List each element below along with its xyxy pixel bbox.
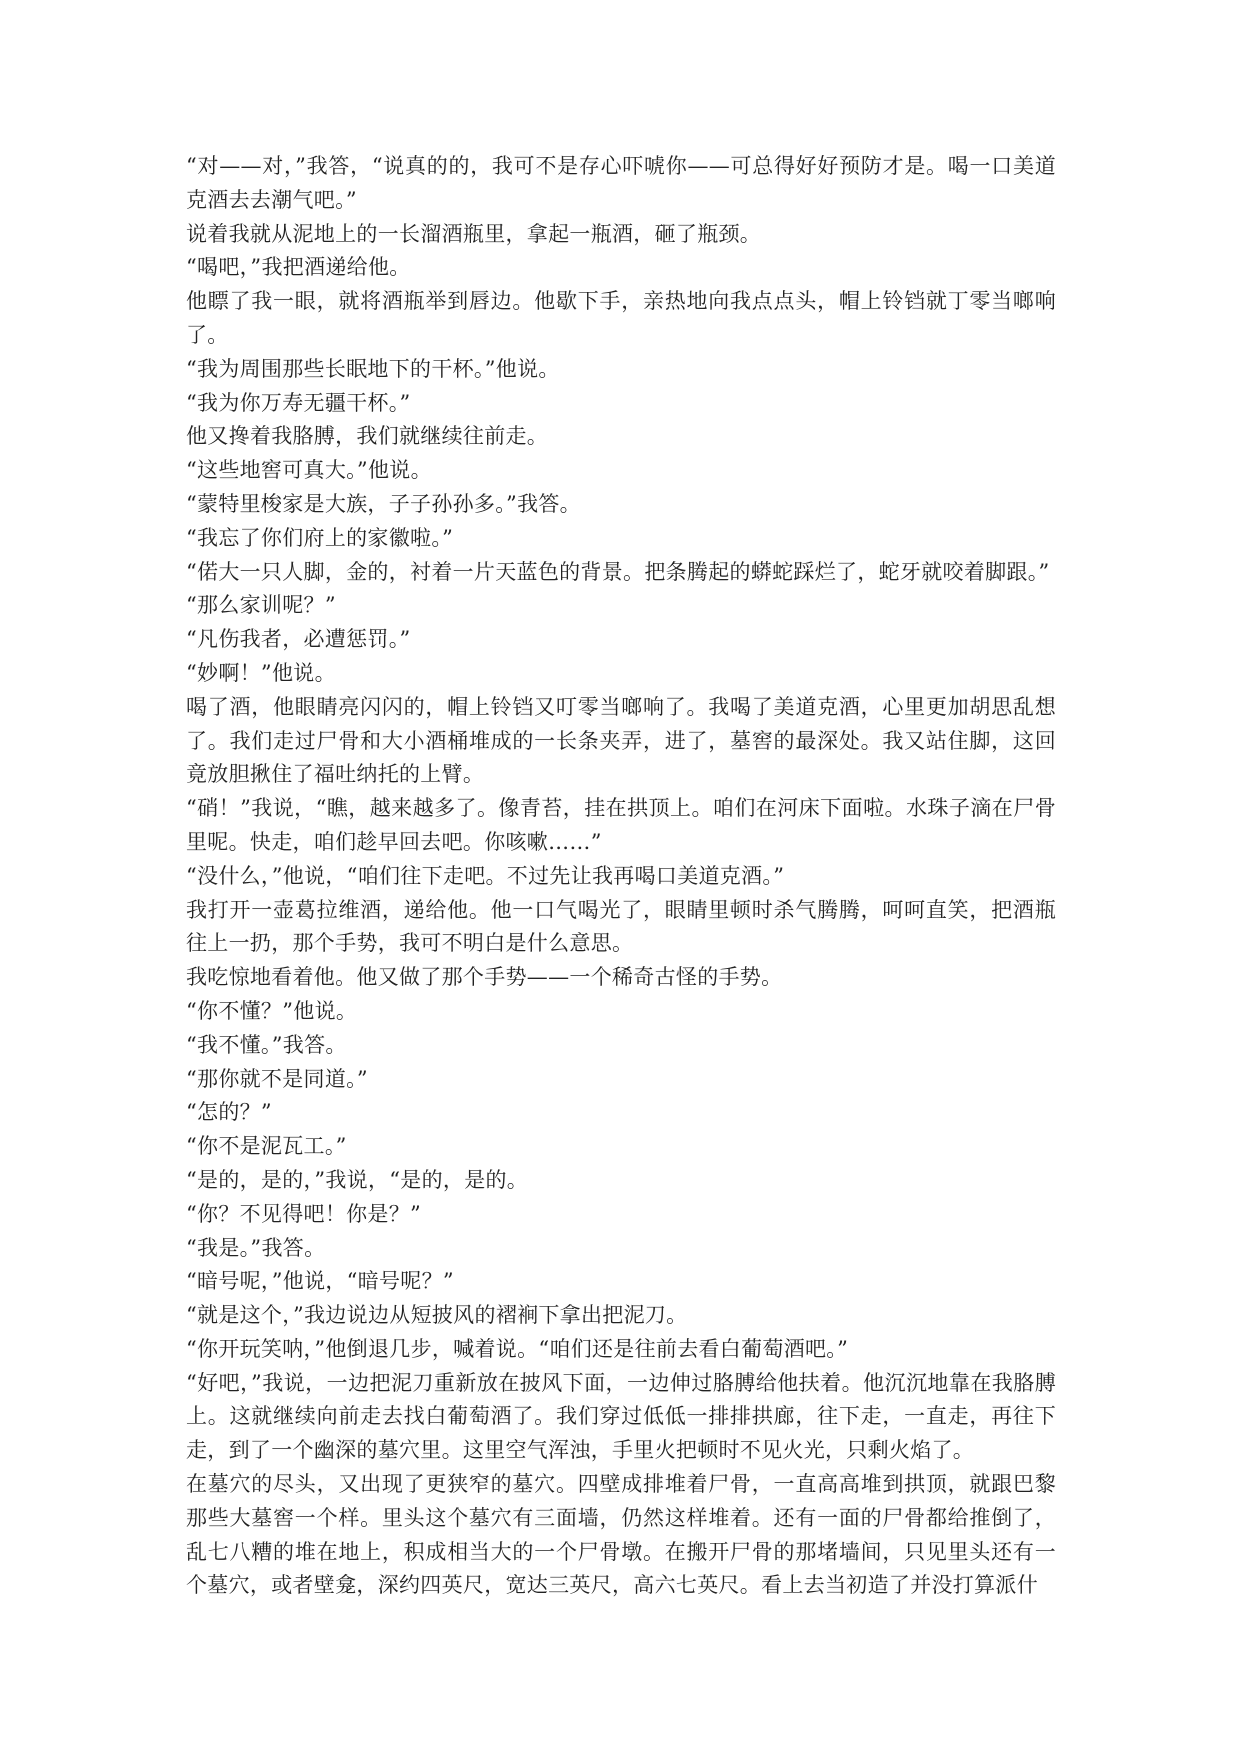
- paragraph: “你开玩笑呐，”他倒退几步，喊着说。“咱们还是往前去看白葡萄酒吧。”: [186, 1336, 849, 1361]
- paragraph: “暗号呢，”他说，“暗号呢？”: [186, 1269, 454, 1294]
- paragraph: “这些地窖可真大。”他说。: [186, 458, 432, 483]
- paragraph: “就是这个，”我边说边从短披风的褶裥下拿出把泥刀。: [186, 1303, 688, 1328]
- paragraph: “我为你万寿无疆干杯。”: [186, 390, 411, 415]
- paragraph: 他又搀着我胳膊，我们就继续往前走。: [186, 424, 549, 449]
- paragraph: 喝了酒，他眼睛亮闪闪的，帽上铃铛又叮零当啷响了。我喝了美道克酒，心里更加胡思乱想了。我们走过尸骨和大小酒桶堆成的一长条夹弄，进了，墓窖的最深处。我又站住脚，这回竟放胆揪住了福吐纳托的上臂。: [186, 694, 1056, 787]
- paragraph: “你？不见得吧！你是？”: [186, 1201, 422, 1226]
- paragraph: “我为周围那些长眠地下的干杯。”他说。: [186, 356, 560, 381]
- paragraph: “我不懂。”我答。: [186, 1032, 347, 1057]
- paragraph: “喝吧，”我把酒递给他。: [186, 255, 411, 280]
- paragraph: 我打开一壶葛拉维酒，递给他。他一口气喝光了，眼睛里顿时杀气腾腾，呵呵直笑，把酒瓶往上一扔，那个手势，我可不明白是什么意思。: [186, 897, 1056, 956]
- paragraph: 在墓穴的尽头，又出现了更狭窄的墓穴。四壁成排堆着尸骨，一直高高堆到拱顶，就跟巴黎那些大墓窖一个样。里头这个墓穴有三面墙，仍然这样堆着。还有一面的尸骨都给推倒了，乱七八糟的堆在地上，积成相当大的一个尸骨墩。在搬开尸骨的那堵墙间，只见里头还有一个墓穴，或者壁龛，深约四英尺，宽达三英尺，高六七英尺。看上去当初造了并没打算派什: [186, 1472, 1056, 1598]
- paragraph: “我是。”我答。: [186, 1235, 326, 1260]
- paragraph: “怎的？”: [186, 1100, 272, 1125]
- paragraph: “你不是泥瓦工。”: [186, 1134, 347, 1159]
- paragraph: “是的，是的，”我说，“是的，是的。: [186, 1167, 529, 1192]
- paragraph: “偌大一只人脚，金的，衬着一片天蓝色的背景。把条腾起的蟒蛇踩烂了，蛇牙就咬着脚跟。”: [186, 559, 1050, 584]
- paragraph: “我忘了你们府上的家徽啦。”: [186, 525, 454, 550]
- paragraph: “蒙特里梭家是大族，子子孙孙多。”我答。: [186, 491, 581, 516]
- paragraph: “那么家训呢？”: [186, 593, 336, 618]
- paragraph: “硝！”我说，“瞧，越来越多了。像青苔，挂在拱顶上。咱们在河床下面啦。水珠子滴在尸骨里呢。快走，咱们趁早回去吧。你咳嗽……”: [186, 796, 1056, 854]
- paragraph: 我吃惊地看着他。他又做了那个手势——一个稀奇古怪的手势。: [186, 965, 783, 990]
- paragraph: 他瞟了我一眼，就将酒瓶举到唇边。他歇下手，亲热地向我点点头，帽上铃铛就丁零当啷响了。: [186, 289, 1056, 347]
- paragraph: “好吧，”我说，一边把泥刀重新放在披风下面，一边伸过胳膊给他扶着。他沉沉地靠在我胳膊上。这就继续向前走去找白葡萄酒了。我们穿过低低一排排拱廊，往下走，一直走，再往下走，到了一个幽深的墓穴里。这里空气浑浊，手里火把顿时不见火光，只剩火焰了。: [186, 1370, 1056, 1463]
- paragraph: “那你就不是同道。”: [186, 1066, 368, 1091]
- paragraph: “妙啊！”他说。: [186, 660, 336, 685]
- paragraph: 说着我就从泥地上的一长溜酒瓶里，拿起一瓶酒，砸了瓶颈。: [186, 221, 762, 246]
- document-body: [186, 150, 1056, 1603]
- paragraph: “对——对，”我答，“说真的的，我可不是存心吓唬你——可总得好好预防才是。喝一口美道克酒去去潮气吧。”: [186, 154, 1056, 212]
- paragraph: “没什么，”他说，“咱们往下走吧。不过先让我再喝口美道克酒。”: [186, 863, 785, 888]
- paragraph: “凡伤我者，必遭惩罚。”: [186, 627, 411, 652]
- paragraph: “你不懂？”他说。: [186, 998, 358, 1023]
